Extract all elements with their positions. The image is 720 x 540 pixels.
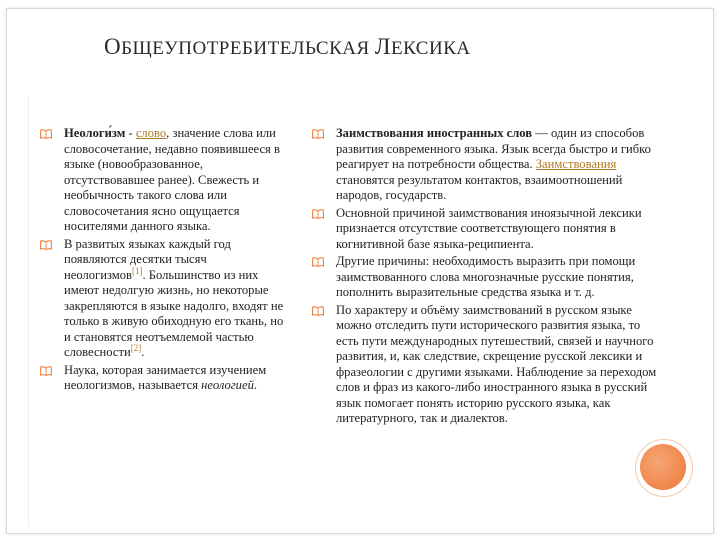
right-column bbox=[312, 126, 664, 427]
text: Основной причиной заимствования иноязычной лексики признается отсутствие соответствующего понятия в когнитивной базе языка-реципиента. bbox=[336, 205, 642, 251]
text: . bbox=[141, 345, 145, 359]
title-part-2: ЕКСИКА bbox=[391, 38, 471, 59]
word-link[interactable]: слово bbox=[135, 126, 167, 140]
book-bullet-icon bbox=[312, 257, 324, 267]
footnote-link-2[interactable]: [2] bbox=[130, 342, 142, 353]
slide-divider bbox=[28, 96, 29, 526]
list-item bbox=[312, 303, 664, 427]
text: По характеру и объёму заимствований в русском языке можно отследить пути исторического развития языка, то есть пути международных путешествий, связей и научного развития, и, как следствие, скрещение русской лексики и фразеологии с другими языками. Наблюдение за переходом слов и фраз из какого-либо иностранного языка в русский язык помогает понять историю русского языка, как литературного, так и диалектов. bbox=[336, 302, 657, 425]
term-neology: неологией bbox=[201, 378, 254, 392]
borrowing-link[interactable]: Заимствования bbox=[535, 157, 617, 171]
text: - bbox=[125, 126, 136, 140]
text: . bbox=[253, 378, 258, 392]
text: В развитых языках каждый год появляются десятки тысяч неологизмов bbox=[64, 236, 231, 282]
list-item bbox=[40, 237, 290, 361]
book-bullet-icon bbox=[40, 240, 52, 250]
list-item bbox=[40, 126, 290, 235]
title-cap-1: О bbox=[104, 34, 122, 59]
text: Наука, которая занимается изучением неологизмов, называется bbox=[64, 362, 267, 392]
title-part-1: БЩЕУПОТРЕБИТЕЛЬСКАЯ bbox=[121, 38, 375, 59]
book-bullet-icon bbox=[312, 209, 324, 219]
list-item bbox=[312, 206, 664, 253]
title-cap-2: Л bbox=[374, 34, 391, 59]
term-borrowing: Заимствования иностранных слов bbox=[336, 126, 533, 140]
text: . Большинство из них имеют недолгую жизнь, но некоторые закрепляются в языке надолго, входят не только в живую обиходную его ткань, но и становятся неотъемлемой частью словесности bbox=[64, 267, 284, 359]
list-item bbox=[312, 254, 664, 301]
decorative-orange-circle bbox=[640, 444, 686, 490]
text: , значение слова или словосочетание, недавно появившееся в языке (новообразованное, отсутствовавшее ранее). Свежесть и необычность такого слова или словосочетания ясно ощущается носителями данного языка. bbox=[64, 126, 280, 233]
text: Другие причины: необходимость выразить при помощи заимствованного слова многозначные русские понятия, пополнить выразительные средства языка и т. д. bbox=[336, 254, 636, 299]
book-bullet-icon bbox=[312, 306, 324, 316]
book-bullet-icon bbox=[40, 366, 52, 376]
list-item bbox=[312, 126, 664, 204]
text: становятся результатом контактов, взаимоотношений народов, государств. bbox=[336, 172, 623, 202]
term-neologism: Неологи́зм bbox=[64, 126, 126, 140]
left-column bbox=[40, 126, 290, 394]
text: — один из способов развития современного языка. Язык всегда быстро и гибко реагирует на потребности общества. bbox=[336, 126, 651, 171]
book-bullet-icon bbox=[40, 129, 52, 139]
list-item bbox=[40, 363, 290, 394]
footnote-link-1[interactable]: [1] bbox=[131, 265, 143, 276]
book-bullet-icon bbox=[312, 129, 324, 139]
slide-title bbox=[104, 34, 471, 60]
